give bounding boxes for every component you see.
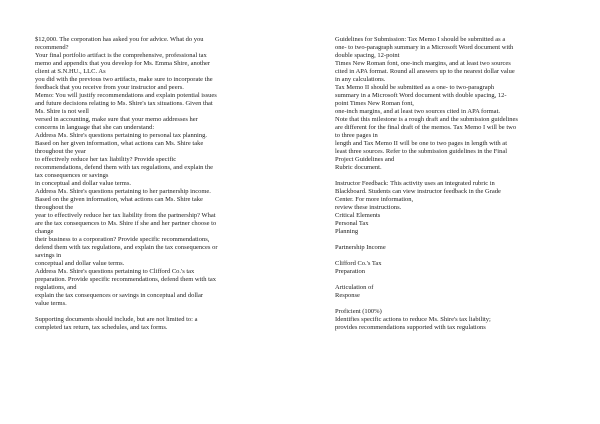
left-text-line: Your final portfolio artifact is the comprehensive, professional tax — [35, 52, 207, 59]
left-text-line: savings in — [35, 252, 62, 259]
left-text-line: to effectively reduce her tax liability? Provide specific — [35, 156, 177, 163]
left-text-line: $12,000. The corporation has asked you for advice. What do you — [35, 36, 204, 43]
left-text-line: change — [35, 228, 54, 235]
right-text-line: point Times New Roman font, — [335, 100, 414, 107]
left-text-line: recommendations, defend them with tax regulations, and explain the — [35, 164, 213, 171]
left-text-line: you did with the previous two artifacts, make sure to incorporate the — [35, 76, 213, 83]
right-text-line: review these instructions. — [335, 204, 402, 211]
left-text-line: versed in accounting, make sure that your memo addresses her — [35, 116, 198, 123]
right-text-line: Partnership Income — [335, 244, 386, 251]
right-text-line: Proficient (100%) — [335, 308, 382, 315]
right-text-line: Times New Roman font, one-inch margins, and at least two sources — [335, 60, 511, 67]
left-text-line: Address Ms. Shire's questions pertaining to Clifford Co.'s tax — [35, 268, 195, 275]
right-blank-line — [335, 172, 600, 180]
left-text-line: Address Ms. Shire's questions pertaining to personal tax planning. — [35, 132, 207, 139]
left-text-line: feedback that you receive from your instructor and peers. — [35, 84, 184, 91]
right-text-line: provides recommendations supported with tax regulations — [335, 324, 486, 331]
right-text-line: Rubric document. — [335, 164, 382, 171]
left-text-line: defend them with tax regulations, and explain the tax consequences or — [35, 244, 218, 251]
left-text-line: memo and appendix that you develop for Ms. Emma Shire, another — [35, 60, 211, 67]
right-text-line: Center. For more information, — [335, 196, 414, 203]
left-text-column — [35, 36, 310, 332]
left-text-line: tax consequences or savings — [35, 172, 109, 179]
left-text-line: completed tax return, tax schedules, and tax forms. — [35, 324, 168, 331]
left-text-line: preparation. Provide specific recommendations, defend them with tax — [35, 276, 217, 283]
right-text-line: Planning — [335, 228, 359, 235]
left-text-line: throughout the year — [35, 148, 86, 155]
right-text-column — [335, 36, 600, 332]
left-text-line: throughout the — [35, 204, 74, 211]
right-text-line: Blackboard. Students can view instructor feedback in the Grade — [335, 188, 501, 195]
right-text-line: Tax Memo II should be submitted as a one- to two-paragraph — [335, 84, 495, 91]
right-text-line: least three sources. Refer to the submission guidelines in the Final — [335, 148, 508, 155]
right-text-line: Instructor Feedback: This activity uses an integrated rubric in — [335, 180, 495, 187]
left-text-line: explain the tax consequences or savings in conceptual and dollar — [35, 292, 204, 299]
left-text-line: in conceptual and dollar value terms. — [35, 180, 132, 187]
left-text-line: client at S.N.HU., LLC. As — [35, 68, 106, 75]
right-text-line: to three pages in — [335, 132, 378, 139]
right-blank-line — [335, 276, 600, 284]
left-text-line: value terms. — [35, 300, 67, 307]
left-text-line: their business to a corporation? Provide specific recommendations, — [35, 236, 210, 243]
right-text-line: are different for the final draft of the memos. Tax Memo I will be two — [335, 124, 517, 131]
right-blank-line — [335, 252, 600, 260]
left-text-line: are the tax consequences to Ms. Shire if she and her partner choose to — [35, 220, 217, 227]
right-text-line: length and Tax Memo II will be one to two pages in length with at — [335, 140, 508, 147]
right-text-line: Response — [335, 292, 360, 299]
right-text-line: cited in APA format. Round all answers up to the nearest dollar value — [335, 68, 515, 75]
left-text-line: year to effectively reduce her tax liability from the partnership? What — [35, 212, 216, 219]
left-blank-line — [35, 308, 310, 316]
right-text-line: Guidelines for Submission: Tax Memo I should be submitted as a — [335, 36, 506, 43]
right-text-line: Clifford Co.'s Tax — [335, 260, 382, 267]
left-text-line: conceptual and dollar value terms. — [35, 260, 125, 267]
right-text-line: in any calculations. — [335, 76, 386, 83]
right-text-line: one-inch margins, and at least two sources cited in APA format. — [335, 108, 500, 115]
left-text-line: Memo: You will justify recommendations and explain potential issues — [35, 92, 217, 99]
right-text-line: Personal Tax — [335, 220, 369, 227]
right-text-line: Note that this milestone is a rough draft and the submission guidelines — [335, 116, 518, 123]
left-text-line: regulations, and — [35, 284, 77, 291]
left-text-line: Ms. Shire is not well — [35, 108, 89, 115]
right-text-line: Critical Elements — [335, 212, 381, 219]
right-blank-line — [335, 236, 600, 244]
right-text-line: Identifies specific actions to reduce Ms. Shire's tax liability; — [335, 316, 491, 323]
right-text-line: Articulation of — [335, 284, 374, 291]
right-text-line: Preparation — [335, 268, 365, 275]
left-text-line: Address Ms. Shire's questions pertaining to her partnership income. — [35, 188, 211, 195]
left-text-line: concerns in language that she can understand: — [35, 124, 155, 131]
right-text-line: Project Guidelines and — [335, 156, 395, 163]
left-text-line: and future decisions relating to Ms. Shire's tax situations. Given that — [35, 100, 213, 107]
right-text-line: summary in a Microsoft Word document with double spacing, 12- — [335, 92, 507, 99]
right-text-line: one- to two-paragraph summary in a Microsoft Word document with — [335, 44, 514, 51]
left-text-line: Supporting documents should include, but are not limited to: a — [35, 316, 198, 323]
right-text-line: double spacing, 12-point — [335, 52, 400, 59]
left-text-line: recommend? — [35, 44, 69, 51]
left-text-line: Based on her given information, what actions can Ms. Shire take — [35, 140, 204, 147]
left-text-line: Based on the given information, what actions can Ms. Shire take — [35, 196, 203, 203]
right-blank-line — [335, 300, 600, 308]
